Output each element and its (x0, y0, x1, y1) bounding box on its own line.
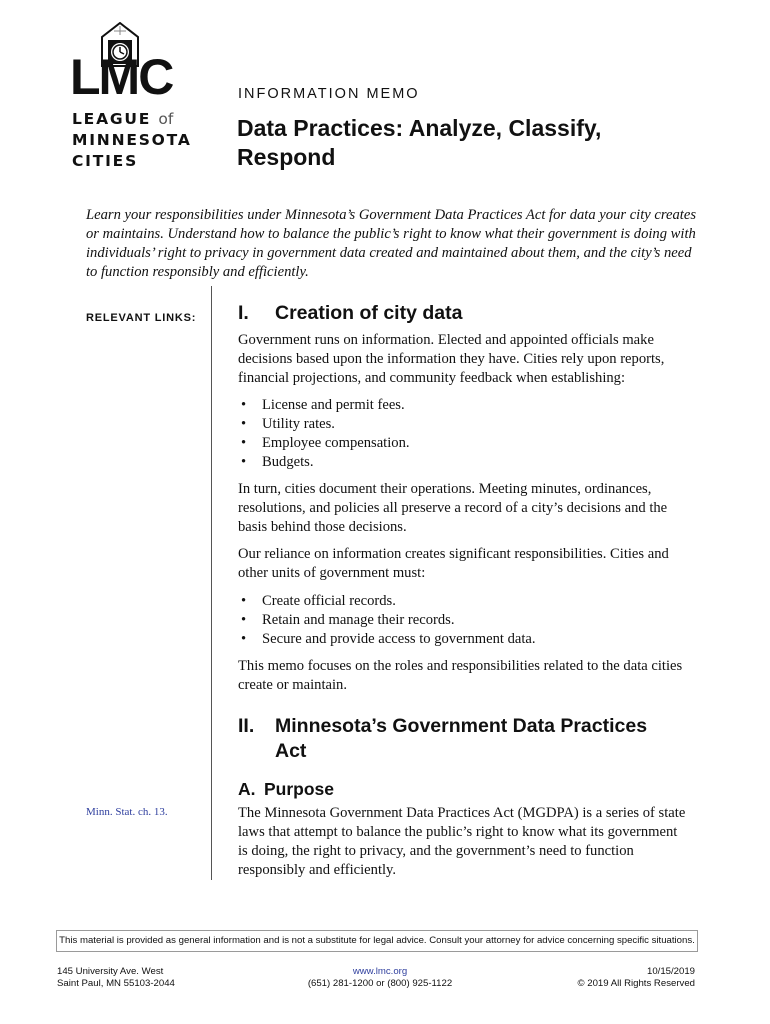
org-line2: MINNESOTA (72, 131, 192, 149)
intro-paragraph: Learn your responsibilities under Minnesota’s Government Data Practices Act for data your city creates or maintains. Understand how to balance the public’s right to know what their government is doing with individuals’ right to privacy in government data created and maintained about them, and the city’s need to function responsibly and efficiently. (86, 207, 697, 280)
footer-address (57, 966, 175, 990)
org-line1-of: of (158, 110, 174, 128)
copyright: © 2019 All Rights Reserved (577, 978, 695, 989)
section-2-heading (238, 714, 708, 764)
list-item: • Create official records. (241, 593, 396, 609)
subsection-a-title: Purpose (264, 779, 335, 799)
title-line1: Data Practices: Analyze, Classify, (237, 115, 602, 141)
list-item: • Secure and provide access to government data. (241, 631, 536, 647)
subsection-a-paragraph: The Minnesota Government Data Practices Act (MGDPA) is a series of state laws that attempt to balance the public’s right to know what its government is doing, the right to privacy, and the government’s need to function responsibly and efficiently. (238, 805, 686, 878)
website-link[interactable]: www.lmc.org (352, 966, 408, 977)
section-1-heading (238, 301, 462, 326)
list-item: • Retain and manage their records. (241, 612, 455, 628)
publish-date: 10/15/2019 (646, 966, 695, 977)
footer-date-copyright (540, 966, 695, 990)
list-item: • License and permit fees. (241, 397, 405, 413)
subsection-a-heading (238, 778, 334, 800)
bullet-icon: • (241, 631, 247, 647)
section-1-bullet-list-1 (238, 396, 410, 472)
phone-numbers: (651) 281-1200 or (800) 925-1122 (307, 978, 453, 989)
league-name (72, 109, 192, 172)
address-line1: 145 University Ave. West (57, 966, 164, 977)
section-2-title-line2: Act (275, 740, 307, 762)
list-item: • Budgets. (241, 454, 314, 470)
column-divider (211, 286, 212, 880)
bullet-icon: • (241, 612, 247, 628)
section-1-paragraph-1: Government runs on information. Elected and appointed officials make decisions based upon the information they have. Cities rely upon reports, financial projections, and community feedback when establishing: (238, 332, 665, 386)
footer-contact (300, 966, 460, 990)
relevant-links-label: RELEVANT LINKS: (86, 312, 197, 324)
section-2-number: II. (238, 715, 255, 737)
bullet-icon: • (241, 435, 247, 451)
bullet-icon: • (241, 593, 247, 609)
section-1-number: I. (238, 302, 249, 324)
org-line3: CITIES (72, 152, 139, 170)
section-2-title-line1: Minnesota’s Government Data Practices (275, 715, 648, 737)
subsection-a-number: A. (238, 779, 256, 799)
memo-type-label: INFORMATION MEMO (238, 86, 420, 102)
section-1-paragraph-4: This memo focuses on the roles and responsibilities related to the data cities create or maintain. (238, 658, 683, 693)
statute-link-minn-stat-ch-13[interactable]: Minn. Stat. ch. 13. (86, 806, 168, 818)
section-1-bullet-list-2 (238, 592, 536, 649)
title-line2: Respond (237, 144, 336, 170)
document-title (237, 114, 697, 172)
section-1-title: Creation of city data (275, 302, 463, 324)
address-line2: Saint Paul, MN 55103-2044 (57, 978, 175, 989)
org-line1: LEAGUE (72, 110, 152, 128)
section-1-paragraph-2: In turn, cities document their operations. Meeting minutes, ordinances, resolutions, and policies all preserve a record of a city’s decisions and the basis behind those decisions. (238, 481, 668, 535)
bullet-icon: • (241, 416, 247, 432)
legal-disclaimer: This material is provided as general information and is not a substitute for legal advice. Consult your attorney for advice concerning specific situations. (56, 930, 698, 952)
section-1-paragraph-3: Our reliance on information creates significant responsibilities. Cities and other units of government must: (238, 546, 669, 581)
list-item: • Utility rates. (241, 416, 335, 432)
list-item: • Employee compensation. (241, 435, 410, 451)
bullet-icon: • (241, 397, 247, 413)
lmc-wordmark: LMC (70, 49, 173, 105)
bullet-icon: • (241, 454, 247, 470)
